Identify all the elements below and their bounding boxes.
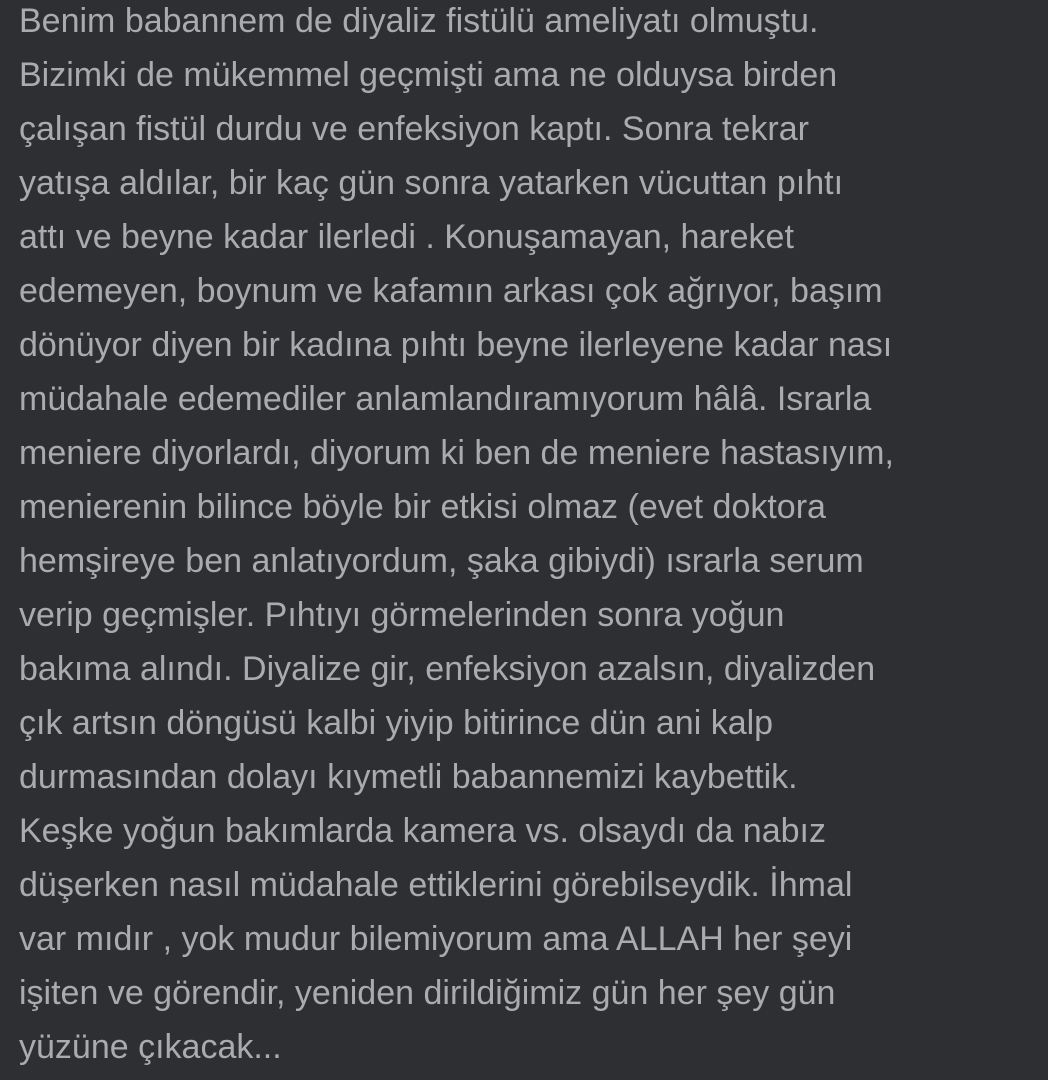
post-text-line: edemeyen, boynum ve kafamın arkası çok ağrıyor, başım bbox=[19, 272, 883, 310]
post-text-line: menierenin bilince böyle bir etkisi olmaz (evet doktora bbox=[19, 488, 826, 526]
post-text-line: Keşke yoğun bakımlarda kamera vs. olsaydı da nabız bbox=[19, 812, 826, 850]
post-text-line: yatışa aldılar, bir kaç gün sonra yatarken vücuttan pıhtı bbox=[19, 164, 844, 202]
post-text-line: Bizimki de mükemmel geçmişti ama ne olduysa birden bbox=[19, 56, 838, 94]
post-text-line: işiten ve görendir, yeniden dirildiğimiz gün her şey gün bbox=[19, 974, 836, 1012]
post-text-line: attı ve beyne kadar ilerledi . Konuşamayan, hareket bbox=[19, 218, 794, 256]
post-text-line: hemşireye ben anlatıyordum, şaka gibiydi) ısrarla serum bbox=[19, 542, 864, 580]
post-text-line: çalışan fistül durdu ve enfeksiyon kaptı. Sonra tekrar bbox=[19, 110, 809, 148]
post-text-line: verip geçmişler. Pıhtıyı görmelerinden sonra yoğun bbox=[19, 596, 785, 634]
post-text-line: bakıma alındı. Diyalize gir, enfeksiyon azalsın, diyalizden bbox=[19, 650, 876, 688]
post-text-line: müdahale edemediler anlamlandıramıyorum hâlâ. Israrla bbox=[19, 380, 872, 418]
post-text-line: var mıdır , yok mudur bilemiyorum ama ALLAH her şeyi bbox=[19, 920, 853, 958]
post-text-line: düşerken nasıl müdahale ettiklerini görebilseydik. İhmal bbox=[19, 866, 853, 904]
post-text-line: Benim babannem de diyaliz fistülü ameliyatı olmuştu. bbox=[19, 2, 819, 40]
post-text-block bbox=[19, 0, 1048, 1074]
post-text-line: yüzüne çıkacak... bbox=[19, 1028, 282, 1066]
post-text-line: çık artsın döngüsü kalbi yiyip bitirince dün ani kalp bbox=[19, 704, 774, 742]
post-text-line: dönüyor diyen bir kadına pıhtı beyne ilerleyene kadar nası bbox=[19, 326, 893, 364]
post-text-line: durmasından dolayı kıymetli babannemizi kaybettik. bbox=[19, 758, 798, 796]
post-text-line: meniere diyorlardı, diyorum ki ben de meniere hastasıyım, bbox=[19, 434, 894, 472]
